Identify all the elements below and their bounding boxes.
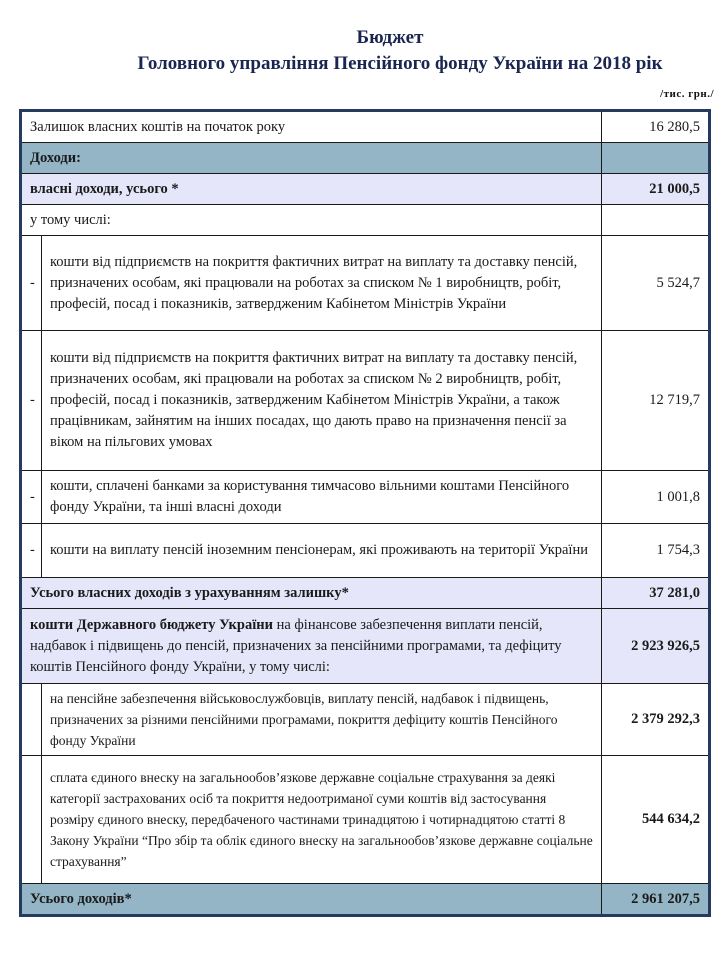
row-value: 2 379 292,3 [602, 684, 710, 756]
row-label: кошти, сплачені банками за користування тимчасово вільними коштами Пенсійного фонду України, та інші власні доходи [42, 471, 602, 524]
row-label: Усього доходів* [21, 884, 602, 916]
page-title: Бюджет [356, 27, 424, 48]
row-value: 1 754,3 [602, 524, 710, 578]
table-row-state-budget [21, 609, 710, 684]
row-label: Залишок власних коштів на початок року [21, 111, 602, 143]
table-row-own-income [21, 174, 710, 205]
dash-marker: - [21, 524, 42, 578]
table-row-item [21, 524, 710, 578]
row-value: 1 001,8 [602, 471, 710, 524]
row-value: 16 280,5 [602, 111, 710, 143]
row-label: кошти від підприємств на покриття фактичних витрат на виплату та доставку пенсій, призначених особам, які працювали на роботах за списком № 2 виробництв, робіт, професій, посад і показників, затвердженим Кабінетом Міністрів України, а також працівникам, зайнятим на інших посадах, що дають право на призначення пенсії за віком на пільгових умовах [42, 331, 602, 471]
table-row-own-income-total [21, 578, 710, 609]
table-row-subitem [21, 756, 710, 884]
row-value: 5 524,7 [602, 236, 710, 331]
row-label: кошти від підприємств на покриття фактичних витрат на виплату та доставку пенсій, призначених особам, які працювали на роботах за списком № 1 виробництв, робіт, професій, посад і показників, затвердженим Кабінетом Міністрів України [42, 236, 602, 331]
table-row-item [21, 471, 710, 524]
row-value [602, 143, 710, 174]
page-subtitle: Головного управління Пенсійного фонду України на 2018 рік [137, 53, 663, 74]
table-row-opening-balance [21, 111, 710, 143]
table-row-grand-total [21, 884, 710, 916]
row-value: 37 281,0 [602, 578, 710, 609]
table-row-subitem [21, 684, 710, 756]
row-label: сплата єдиного внеску на загальнообов’язкове державне соціальне страхування за деякі категорії застрахованих осіб та покриття недоотриманої суми коштів від застосування розміру єдиного внеску, передбаченого частинами тринадцятою і чотирнадцятою статті 8 Закону України “Про збір та облік єдиного внеску на загальнообов’язкове державне соціальне страхування” [42, 756, 602, 884]
row-label: Усього власних доходів з урахуванням залишку* [21, 578, 602, 609]
row-value: 12 719,7 [602, 331, 710, 471]
table-row-item [21, 331, 710, 471]
row-label [21, 609, 602, 684]
row-label: у тому числі: [21, 205, 602, 236]
table-row-income-header [21, 143, 710, 174]
indent-cell [21, 756, 42, 884]
row-label: кошти на виплату пенсій іноземним пенсіонерам, які проживають на території України [42, 524, 602, 578]
section-label: Доходи: [21, 143, 602, 174]
row-label-bold: кошти Державного бюджету України [30, 616, 273, 633]
budget-table [19, 109, 711, 917]
dash-marker: - [21, 471, 42, 524]
row-value: 544 634,2 [602, 756, 710, 884]
row-label: на пенсійне забезпечення військовослужбовців, виплату пенсій, надбавок і підвищень, призначених за різними пенсійними програмами, покриття дефіциту коштів Пенсійного фонду України [42, 684, 602, 756]
row-value [602, 205, 710, 236]
row-label-rest: на фінансове забезпечення виплати пенсій, надбавок і підвищень до пенсій, призначених за пенсійними програмами, та дефіциту коштів Пенсійного фонду України, у тому числі: [30, 616, 562, 675]
dash-marker: - [21, 236, 42, 331]
table-row-item [21, 236, 710, 331]
row-label: власні доходи, усього * [21, 174, 602, 205]
table-row-including [21, 205, 710, 236]
row-value: 2 961 207,5 [602, 884, 710, 916]
row-value: 2 923 926,5 [602, 609, 710, 684]
indent-cell [21, 684, 42, 756]
row-value: 21 000,5 [602, 174, 710, 205]
unit-label: /тис. грн./ [660, 88, 714, 100]
dash-marker: - [21, 331, 42, 471]
